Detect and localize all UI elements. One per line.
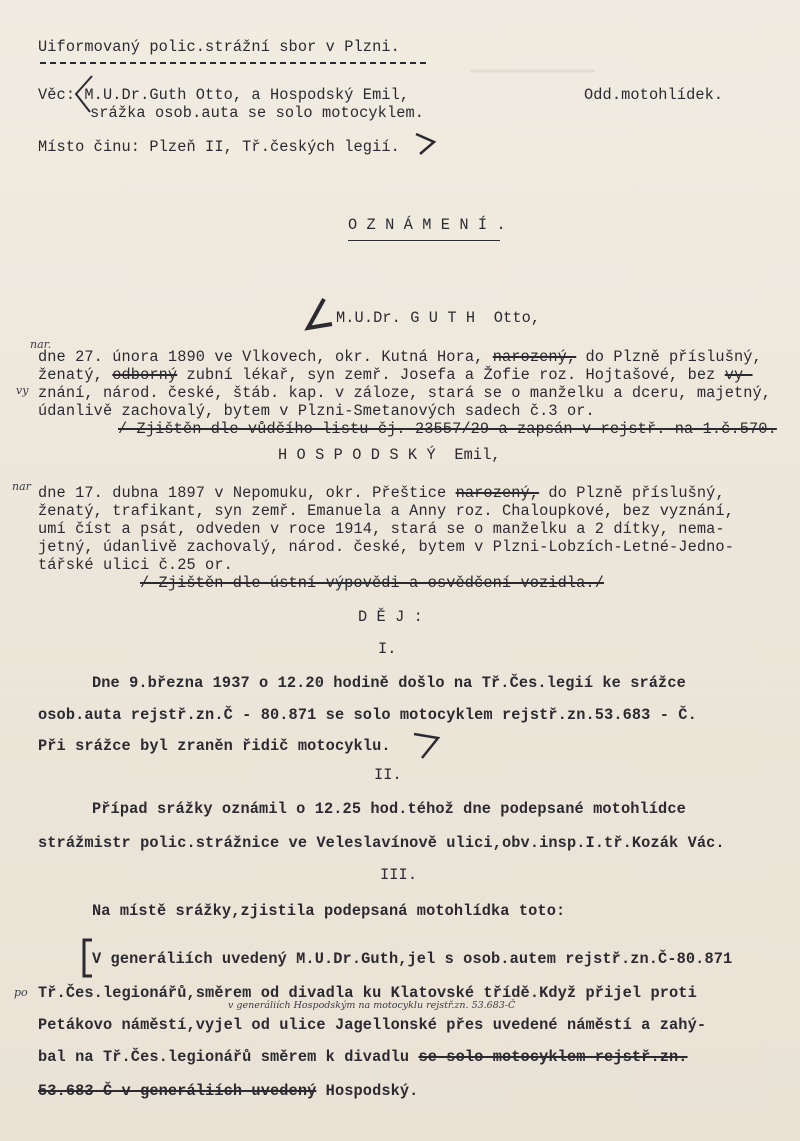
person1-line-5: / Zjištěn dle vůdčího listu čj. 23557/29 a zapsán v rejstř. na 1.č.570. <box>118 420 777 438</box>
place-line: Místo činu: Plzeň II, Tř.českých legií. <box>38 138 400 156</box>
handwritten-insertion: v generáliích Hospodským na motocyklu rejstř.zn. 53.683-Č <box>228 1000 516 1011</box>
roman-numeral: I. <box>378 640 397 658</box>
paragraph-4-line-5: 53.683-Č v generáliích uvedený Hospodský. <box>38 1082 419 1100</box>
header-underline <box>40 62 426 64</box>
check-mark-icon <box>412 128 440 158</box>
paragraph-4-line-2: Tř.Čes.legionářů,směrem od divadla ku Klatovské třídě.Když přijel proti <box>38 984 697 1002</box>
paragraph-3-line-1: Na místě srážky,zjistila podepsaná motohlídka toto: <box>92 902 566 920</box>
person2-line-6: / Zjištěn dle ústní výpovědi a osvědčení vozidla./ <box>140 574 604 592</box>
person2-line-1: dne 17. dubna 1897 v Nepomuku, okr. Přeštice narozený, do Plzně příslušný, <box>38 484 725 502</box>
paragraph-1-line-2: osob.auta rejstř.zn.Č - 80.871 se solo motocyklem rejstř.zn.53.683 - Č. <box>38 706 697 724</box>
title-underline <box>348 240 500 241</box>
margin-note: vy <box>16 384 29 397</box>
section-heading: D Ě J : <box>358 608 423 626</box>
paragraph-4-line-4: bal na Tř.Čes.legionářů směrem k divadlu se solo motocyklem rejstř.zn. <box>38 1048 688 1066</box>
paragraph-2-line-2: strážmistr polic.strážnice ve Veleslavínově ulici,obv.insp.I.tř.Kozák Vác. <box>38 834 725 852</box>
margin-note: nar. <box>30 338 52 351</box>
check-mark-icon <box>72 74 96 114</box>
person2-line-2: ženatý, trafikant, syn zemř. Emanuela a Anny roz. Chaloupkové, bez vyznání, <box>38 502 734 520</box>
paragraph-4-line-3: Petákovo náměstí,vyjel od ulice Jagellonské přes uvedené náměstí a zahý- <box>38 1016 707 1034</box>
person1-line-3: znání, národ. české, štáb. kap. v záloze, stará se o manželku a dceru, majetný, <box>38 384 772 402</box>
person2-name: H O S P O D S K Ý Emil, <box>278 446 501 464</box>
person1-line-2: ženatý, odborný zubní lékař, syn zemř. Josefa a Žofie roz. Hojtašové, bez vy- <box>38 366 753 384</box>
roman-numeral: II. <box>374 766 402 784</box>
check-mark-icon <box>302 296 334 336</box>
person2-line-5: tářské ulici č.25 or. <box>38 556 233 574</box>
paragraph-4-line-1: V generáliích uvedený M.U.Dr.Guth,jel s osob.autem rejstř.zn.Č-80.871 <box>92 950 733 968</box>
bleed-through: ▬▬▬▬▬▬▬▬▬▬▬▬▬▬▬▬ <box>470 62 595 77</box>
person2-line-3: umí číst a psát, odveden v roce 1914, stará se o manželku a 2 dítky, nema- <box>38 520 725 538</box>
margin-note: nar <box>12 480 31 493</box>
paragraph-1-line-3: Při srážce byl zraněn řidič motocyklu. <box>38 737 391 755</box>
person1-line-4: údanlivě zachovalý, bytem v Plzni-Smetanových sadech č.3 or. <box>38 402 595 420</box>
subject-line-1: Věc: M.U.Dr.Guth Otto, a Hospodský Emil, <box>38 86 410 104</box>
margin-note: po <box>14 986 28 999</box>
paragraph-2-line-1: Případ srážky oznámil o 12.25 hod.téhož dne podepsané motohlídce <box>92 800 686 818</box>
person1-line-1: dne 27. února 1890 ve Vlkovech, okr. Kutná Hora, narozený, do Plzně příslušný, <box>38 348 762 366</box>
document-title: O Z N Á M E N Í . <box>348 216 506 234</box>
authority-line: Uiformovaný polic.strážní sbor v Plzni. <box>38 38 400 56</box>
person1-name: M.U.Dr. G U T H Otto, <box>336 309 541 327</box>
check-mark-icon <box>410 728 442 762</box>
subject-line-2: srážka osob.auta se solo motocyklem. <box>90 104 425 122</box>
roman-numeral: III. <box>380 866 418 884</box>
paragraph-1-line-1: Dne 9.března 1937 o 12.20 hodině došlo na Tř.Čes.legií ke srážce <box>92 674 686 692</box>
department: Odd.motohlídek. <box>584 86 724 104</box>
person2-line-4: jetný, údanlivě zachovalý, národ. české, bytem v Plzni-Lobzích-Letné-Jedno- <box>38 538 734 556</box>
